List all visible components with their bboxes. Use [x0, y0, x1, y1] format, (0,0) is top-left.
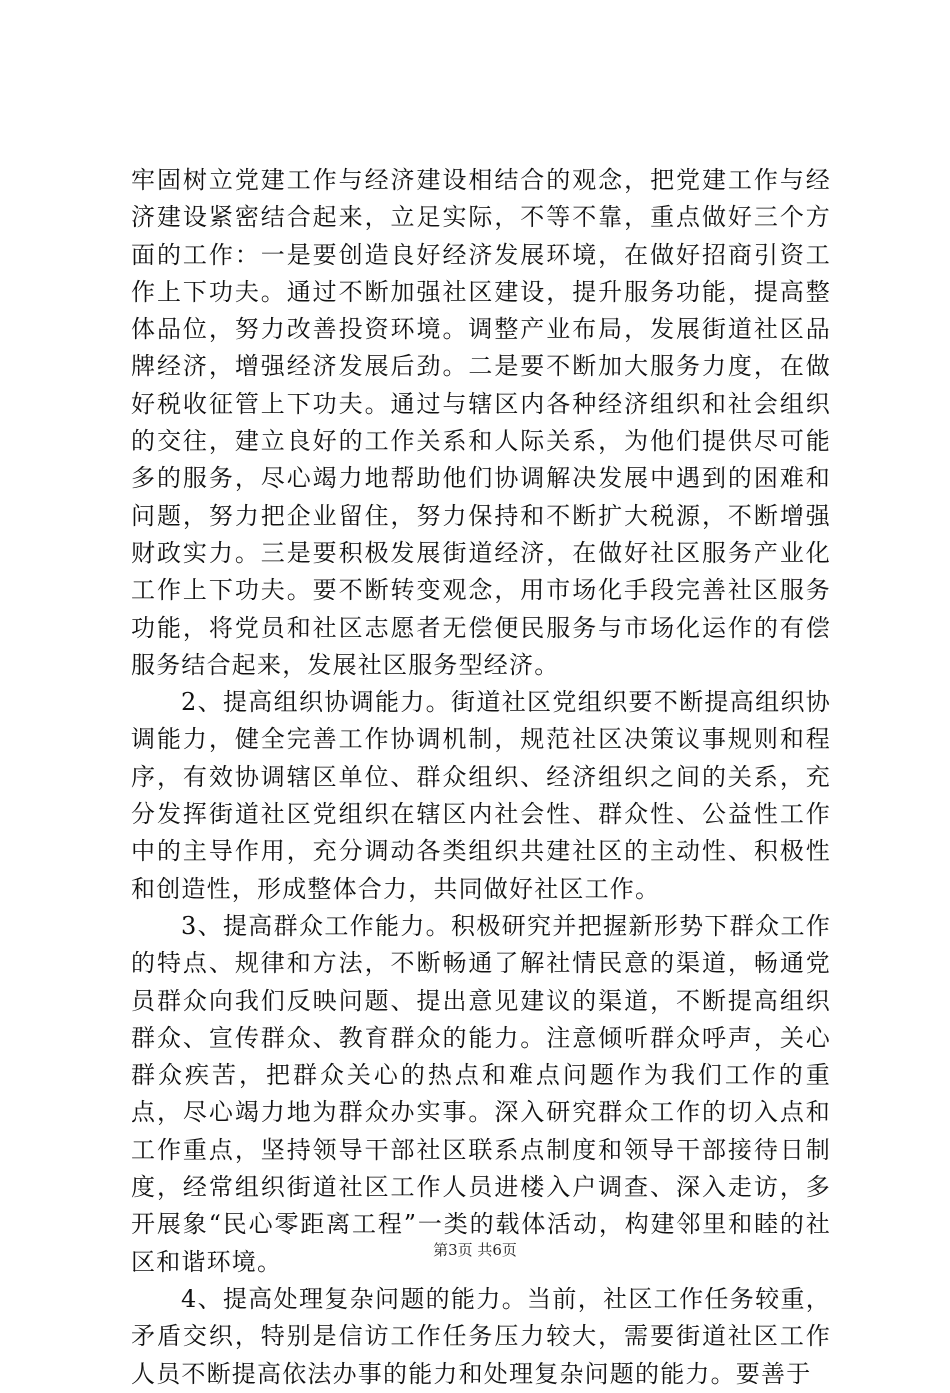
paragraph-complex-issues: 4、提高处理复杂问题的能力。当前，社区工作任务较重，矛盾交织，特别是信访工作任务压力较大，需要街道社区工作人员不断提高依法办事的能力和处理复杂问题的能力。要善于: [131, 1284, 831, 1388]
paragraph-mass-work: 3、提高群众工作能力。积极研究并把握新形势下群众工作的特点、规律和方法，不断畅通了解社情民意的渠道，畅通党员群众向我们反映问题、提出意见建议的渠道，不断提高组织群众、宣传群众、教育群众的能力。注意倾听群众呼声，关心群众疾苦，把群众关心的热点和难点问题作为我们工作的重点，尽心竭力地为群众办实事。深入研究群众工作的切入点和工作重点，坚持领导干部社区联系点制度和领导干部接待日制度，经常组织街道社区工作人员进楼入户调查、深入走访，多开展象“民心零距离工程”一类的载体活动，构建邻里和睦的社区和谐环境。: [131, 911, 831, 1276]
paragraph-continuation: 牢固树立党建工作与经济建设相结合的观念，把党建工作与经济建设紧密结合起来，立足实际，不等不靠，重点做好三个方面的工作：一是要创造良好经济发展环境，在做好招商引资工作上下功夫。通过不断加强社区建设，提升服务功能，提高整体品位，努力改善投资环境。调整产业布局，发展街道社区品牌经济，增强经济发展后劲。二是要不断加大服务力度，在做好税收征管上下功夫。通过与辖区内各种经济组织和社会组织的交往，建立良好的工作关系和人际关系，为他们提供尽可能多的服务，尽心竭力地帮助他们协调解决发展中遇到的困难和问题，努力把企业留住，努力保持和不断扩大税源，不断增强财政实力。三是要积极发展街道经济，在做好社区服务产业化工作上下功夫。要不断转变观念，用市场化手段完善社区服务功能，将党员和社区志愿者无偿便民服务与市场化运作的有偿服务结合起来，发展社区服务型经济。: [131, 166, 831, 679]
paragraph-coordination: 2、提高组织协调能力。街道社区党组织要不断提高组织协调能力，健全完善工作协调机制，规范社区决策议事规则和程序，有效协调辖区单位、群众组织、经济组织之间的关系，充分发挥街道社区党组织在辖区内社会性、群众性、公益性工作中的主导作用，充分调动各类组织共建社区的主动性、积极性和创造性，形成整体合力，共同做好社区工作。: [131, 688, 831, 903]
document-body: [131, 162, 831, 1393]
page-footer: 第3页 共6页: [433, 1241, 517, 1259]
